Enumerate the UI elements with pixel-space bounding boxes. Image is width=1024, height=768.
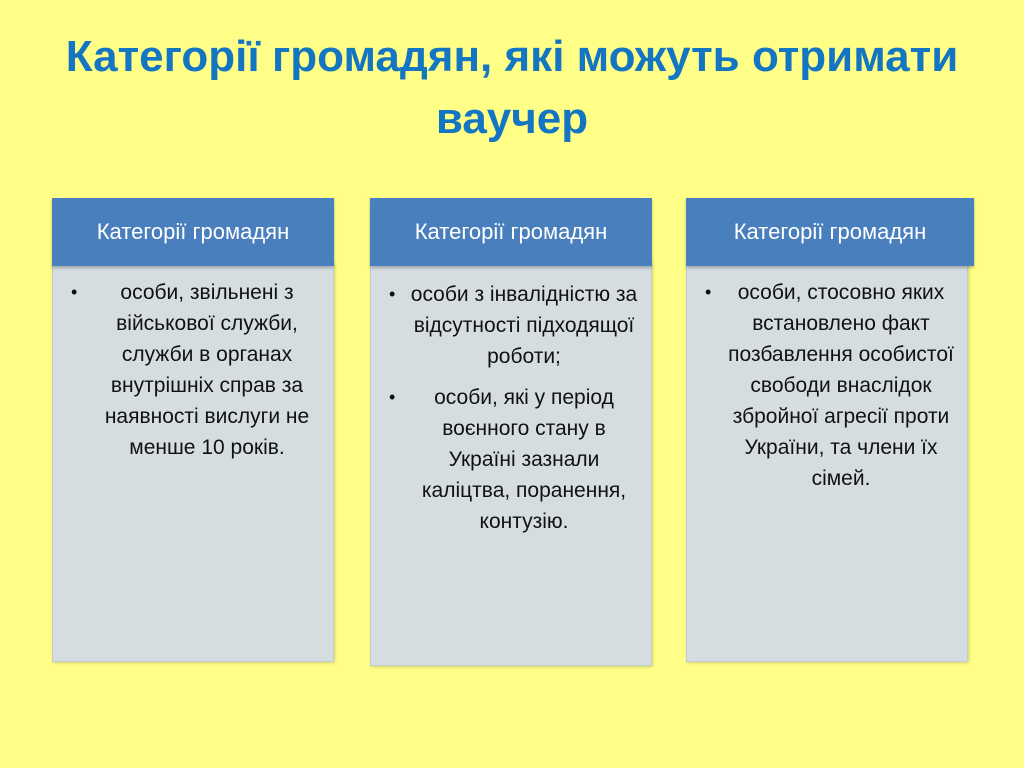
list-item-text: особи з інвалідністю за відсутності підходящої роботи;: [410, 283, 638, 368]
list-item-text: особи, які у період воєнного стану в Україні зазнали каліцтва, поранення, контузію.: [421, 386, 627, 533]
slide-title: Категорії громадян, які можуть отримати ваучер: [65, 32, 959, 143]
list-item: [389, 382, 639, 537]
column-body: [52, 262, 334, 662]
column-header: Категорії громадян: [370, 198, 652, 266]
bullet-icon: •: [389, 284, 396, 304]
list-item: [705, 277, 955, 494]
bullet-icon: •: [705, 282, 712, 302]
bullet-list: [687, 263, 967, 494]
bullet-list: [371, 263, 651, 537]
column-body: [686, 262, 968, 662]
bullet-icon: •: [71, 282, 78, 302]
column-body: [370, 262, 652, 666]
bullet-list: [53, 263, 333, 463]
column-header: Категорії громадян: [52, 198, 334, 266]
bullet-icon: •: [389, 387, 396, 407]
list-item: [71, 277, 321, 463]
list-item-text: особи, звільнені з військової служби, служби в органах внутрішніх справ за наявності вислуги не менше 10 років.: [104, 281, 310, 459]
list-item: [389, 279, 639, 372]
list-item-text: особи, стосовно яких встановлено факт позбавлення особистої свободи внаслідок збройної агресії проти України, та члени їх сімей.: [728, 281, 954, 490]
column-header: Категорії громадян: [686, 198, 974, 266]
